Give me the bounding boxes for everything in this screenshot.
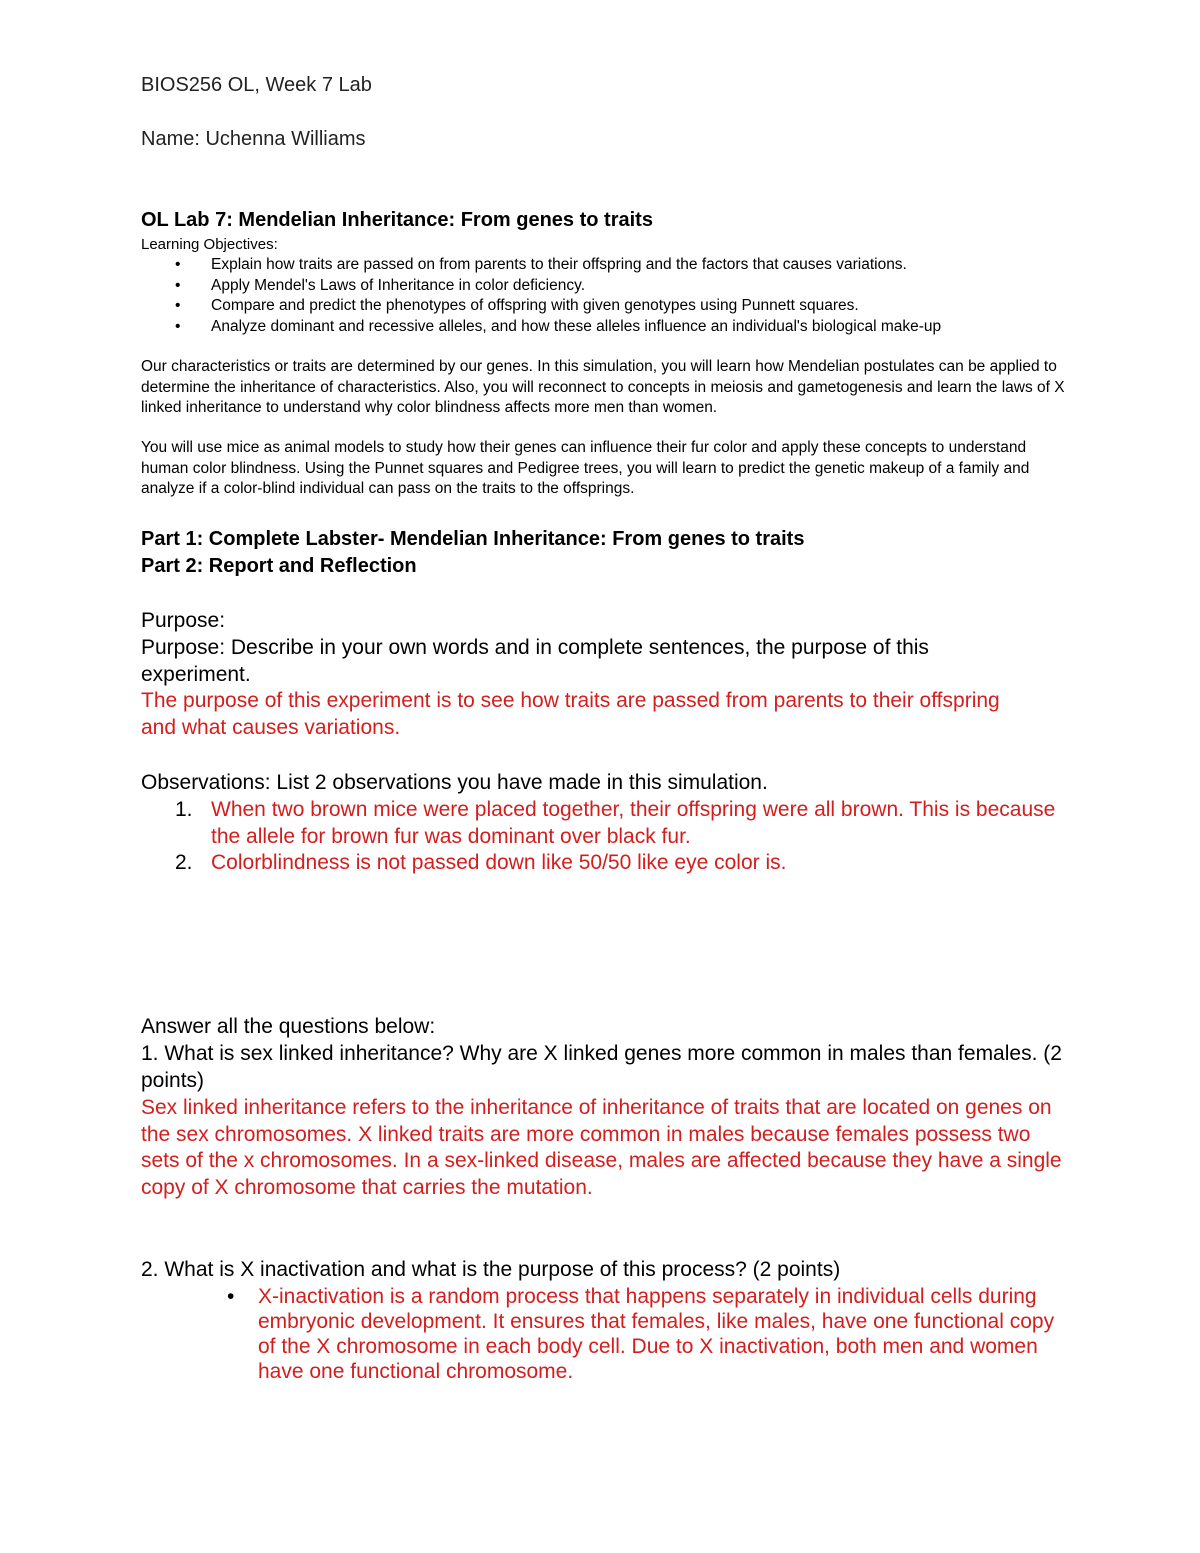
objectives-list [141,255,941,337]
course-header: BIOS256 OL, Week 7 Lab [141,74,372,96]
list-item: • Compare and predict the phenotypes of offspring with given genotypes using Punnett squares. [141,296,941,317]
answer-2: X-inactivation is a random process that happens separately in individual cells during embryonic development. It ensures that females, like males, have one functional copy of the X chromosome in each body cell. Due to X inactivation, both men and women have one functional chromosome. [258,1285,1055,1383]
bullet-icon: • [227,1285,235,1308]
purpose-label: Purpose: [141,609,226,632]
bullet-icon: • [175,256,181,273]
questions-intro: Answer all the questions below: [141,1015,436,1038]
list-item: • Apply Mendel's Laws of Inheritance in color deficiency. [141,276,941,297]
objectives-heading: Learning Objectives: [141,236,278,253]
list-item: 2. Colorblindness is not passed down like 50/50 like eye color is. [175,851,787,874]
list-item: 1. When two brown mice were placed together, their offspring were all brown. This is because the allele for brown fur was dominant over black fur. [175,798,1056,848]
intro-paragraph-2: You will use mice as animal models to study how their genes can influence their fur color and apply these concepts to understand human color blindness. Using the Punnet squares and Pedigree trees, you will learn to predict the genetic makeup of a family and analyze if a color-blind individual can pass on the traits to the offsprings. [141,439,1030,497]
list-item: • Analyze dominant and recessive alleles, and how these alleles influence an individual's biological make-up [141,317,941,338]
part-1-heading: Part 1: Complete Labster- Mendelian Inheritance: From genes to traits [141,528,805,550]
purpose-prompt: Purpose: Describe in your own words and in complete sentences, the purpose of this experiment. [141,636,929,686]
observations-list [141,797,1071,877]
bullet-icon: • [175,297,181,314]
intro-paragraph-1: Our characteristics or traits are determined by our genes. In this simulation, you will learn how Mendelian postulates can be applied to determine the inheritance of characteristics. Also, you will reconnect to concepts in meiosis and gametogenesis and learn the laws of X linked inheritance to understand why color blindness affects more men than women. [141,358,1065,416]
observations-prompt: Observations: List 2 observations you have made in this simulation. [141,771,768,794]
bullet-icon: • [175,276,181,294]
student-name: Name: Uchenna Williams [141,128,366,150]
lab-title: OL Lab 7: Mendelian Inheritance: From genes to traits [141,209,653,231]
question-2: 2. What is X inactivation and what is the purpose of this process? (2 points) [141,1258,841,1281]
question-1: 1. What is sex linked inheritance? Why are X linked genes more common in males than females. (2 points) [141,1042,1062,1092]
purpose-answer: The purpose of this experiment is to see how traits are passed from parents to their offspring and what causes variations. [141,689,1000,739]
bullet-icon: • [175,317,181,335]
list-item: • Explain how traits are passed on from parents to their offspring and the factors that causes variations. [141,255,941,276]
answer-1: Sex linked inheritance refers to the inheritance of inheritance of traits that are located on genes on the sex chromosomes. X linked traits are more common in males because females possess two sets of the x chromosomes. In a sex-linked disease, males are affected because they have a single copy of X chromosome that carries the mutation. [141,1096,1062,1199]
part-2-heading: Part 2: Report and Reflection [141,555,417,577]
